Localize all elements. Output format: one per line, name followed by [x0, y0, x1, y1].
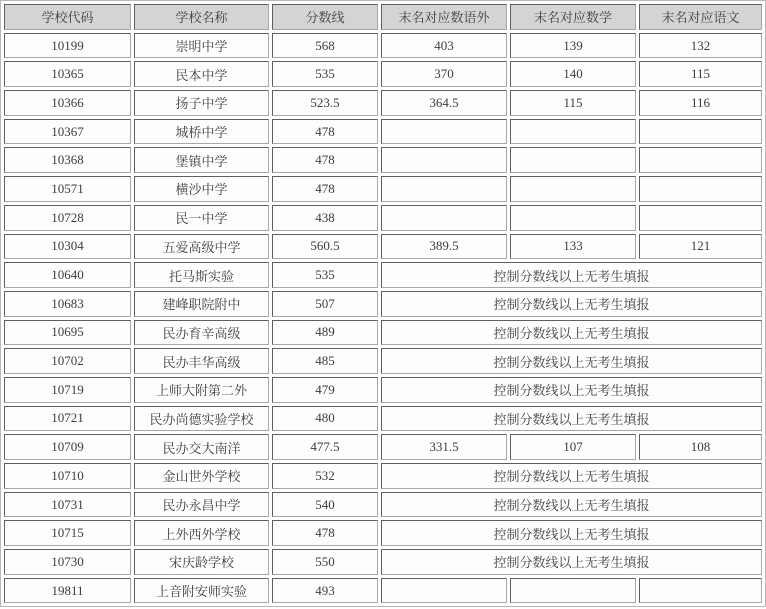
cell-school-code: 10365 — [4, 61, 131, 87]
table-row — [4, 463, 762, 489]
table-row — [4, 33, 762, 59]
cell-school-code: 10719 — [4, 377, 131, 403]
cell-school-name: 横沙中学 — [134, 176, 269, 202]
cell-last-rank-total: 403 — [381, 33, 507, 59]
cell-school-name: 金山世外学校 — [134, 463, 269, 489]
cell-score-line: 478 — [272, 176, 378, 202]
cell-last-rank-chinese: 115 — [639, 61, 762, 87]
table-row — [4, 90, 762, 116]
cell-school-name: 民办永昌中学 — [134, 492, 269, 518]
table-row — [4, 406, 762, 432]
cell-school-code: 10367 — [4, 119, 131, 145]
cell-school-name: 民办育辛高级 — [134, 320, 269, 346]
cell-last-rank-math — [510, 205, 636, 231]
cell-no-candidates-note: 控制分数线以上无考生填报 — [381, 377, 762, 403]
cell-last-rank-chinese: 116 — [639, 90, 762, 116]
cell-last-rank-math — [510, 119, 636, 145]
cell-no-candidates-note: 控制分数线以上无考生填报 — [381, 320, 762, 346]
cell-last-rank-chinese — [639, 205, 762, 231]
cell-last-rank-chinese: 132 — [639, 33, 762, 59]
cell-score-line: 568 — [272, 33, 378, 59]
header-last-rank-math: 末名对应数学 — [510, 4, 636, 30]
cell-school-name: 扬子中学 — [134, 90, 269, 116]
cell-score-line: 560.5 — [272, 234, 378, 260]
cell-last-rank-total — [381, 147, 507, 173]
cell-school-name: 五爱高级中学 — [134, 234, 269, 260]
cell-last-rank-chinese — [639, 578, 762, 604]
table-row — [4, 176, 762, 202]
header-last-rank-chinese: 末名对应语文 — [639, 4, 762, 30]
table-row — [4, 262, 762, 288]
cell-school-name: 堡镇中学 — [134, 147, 269, 173]
cell-last-rank-chinese — [639, 147, 762, 173]
table-row — [4, 205, 762, 231]
cell-school-code: 10366 — [4, 90, 131, 116]
cell-last-rank-chinese: 108 — [639, 434, 762, 460]
cell-last-rank-chinese — [639, 119, 762, 145]
cell-last-rank-math: 140 — [510, 61, 636, 87]
cell-score-line: 485 — [272, 348, 378, 374]
cell-score-line: 532 — [272, 463, 378, 489]
cell-school-code: 10304 — [4, 234, 131, 260]
table-body — [4, 33, 762, 604]
cell-school-code: 10683 — [4, 291, 131, 317]
cell-score-line: 480 — [272, 406, 378, 432]
cell-school-code: 10721 — [4, 406, 131, 432]
cell-no-candidates-note: 控制分数线以上无考生填报 — [381, 262, 762, 288]
cell-last-rank-total — [381, 205, 507, 231]
cell-score-line: 523.5 — [272, 90, 378, 116]
cell-score-line: 493 — [272, 578, 378, 604]
cell-last-rank-total: 370 — [381, 61, 507, 87]
cell-school-code: 19811 — [4, 578, 131, 604]
cell-school-name: 民一中学 — [134, 205, 269, 231]
cell-score-line: 535 — [272, 262, 378, 288]
cell-school-code: 10368 — [4, 147, 131, 173]
cell-score-line: 507 — [272, 291, 378, 317]
cell-score-line: 535 — [272, 61, 378, 87]
header-school-name: 学校名称 — [134, 4, 269, 30]
header-score-line: 分数线 — [272, 4, 378, 30]
cell-score-line: 540 — [272, 492, 378, 518]
cell-school-code: 10695 — [4, 320, 131, 346]
cell-school-code: 10709 — [4, 434, 131, 460]
cell-school-name: 崇明中学 — [134, 33, 269, 59]
table-row — [4, 549, 762, 575]
cell-school-name: 民办交大南洋 — [134, 434, 269, 460]
cell-last-rank-total — [381, 578, 507, 604]
table-row — [4, 320, 762, 346]
cell-school-name: 城桥中学 — [134, 119, 269, 145]
cell-no-candidates-note: 控制分数线以上无考生填报 — [381, 492, 762, 518]
header-last-rank-total: 末名对应数语外 — [381, 4, 507, 30]
cell-last-rank-math: 139 — [510, 33, 636, 59]
cell-last-rank-math: 107 — [510, 434, 636, 460]
cell-school-name: 民本中学 — [134, 61, 269, 87]
cell-school-name: 民办丰华高级 — [134, 348, 269, 374]
table-row — [4, 147, 762, 173]
table-row — [4, 578, 762, 604]
cell-school-name: 宋庆龄学校 — [134, 549, 269, 575]
cell-last-rank-math — [510, 147, 636, 173]
cell-school-code: 10731 — [4, 492, 131, 518]
cell-score-line: 479 — [272, 377, 378, 403]
table-row — [4, 348, 762, 374]
cell-no-candidates-note: 控制分数线以上无考生填报 — [381, 348, 762, 374]
cell-last-rank-math: 133 — [510, 234, 636, 260]
cell-last-rank-math: 115 — [510, 90, 636, 116]
cell-school-code: 10715 — [4, 520, 131, 546]
cell-score-line: 478 — [272, 520, 378, 546]
cell-last-rank-total: 389.5 — [381, 234, 507, 260]
cell-no-candidates-note: 控制分数线以上无考生填报 — [381, 520, 762, 546]
cell-school-code: 10571 — [4, 176, 131, 202]
cell-score-line: 477.5 — [272, 434, 378, 460]
cell-last-rank-total: 331.5 — [381, 434, 507, 460]
cell-school-code: 10702 — [4, 348, 131, 374]
table-row — [4, 377, 762, 403]
table-row — [4, 234, 762, 260]
table-row — [4, 492, 762, 518]
cell-school-name: 建峰职院附中 — [134, 291, 269, 317]
cell-last-rank-total: 364.5 — [381, 90, 507, 116]
table-row — [4, 61, 762, 87]
header-school-code: 学校代码 — [4, 4, 131, 30]
cell-score-line: 550 — [272, 549, 378, 575]
cell-last-rank-math — [510, 176, 636, 202]
cell-score-line: 438 — [272, 205, 378, 231]
cell-last-rank-math — [510, 578, 636, 604]
cell-no-candidates-note: 控制分数线以上无考生填报 — [381, 463, 762, 489]
cell-no-candidates-note: 控制分数线以上无考生填报 — [381, 406, 762, 432]
cell-school-code: 10730 — [4, 549, 131, 575]
table-row — [4, 520, 762, 546]
cell-last-rank-chinese — [639, 176, 762, 202]
cell-no-candidates-note: 控制分数线以上无考生填报 — [381, 549, 762, 575]
table-row — [4, 434, 762, 460]
cell-school-name: 上师大附第二外 — [134, 377, 269, 403]
cell-school-code: 10199 — [4, 33, 131, 59]
cell-school-name: 托马斯实验 — [134, 262, 269, 288]
cell-school-name: 民办尚德实验学校 — [134, 406, 269, 432]
table-row — [4, 119, 762, 145]
cell-last-rank-chinese: 121 — [639, 234, 762, 260]
cell-no-candidates-note: 控制分数线以上无考生填报 — [381, 291, 762, 317]
cell-score-line: 478 — [272, 119, 378, 145]
cell-school-code: 10640 — [4, 262, 131, 288]
header-row — [4, 4, 762, 30]
cell-score-line: 489 — [272, 320, 378, 346]
cell-last-rank-total — [381, 119, 507, 145]
cell-school-name: 上外西外学校 — [134, 520, 269, 546]
cell-school-code: 10710 — [4, 463, 131, 489]
cell-school-code: 10728 — [4, 205, 131, 231]
cell-score-line: 478 — [272, 147, 378, 173]
cell-school-name: 上音附安师实验 — [134, 578, 269, 604]
cell-last-rank-total — [381, 176, 507, 202]
table-row — [4, 291, 762, 317]
